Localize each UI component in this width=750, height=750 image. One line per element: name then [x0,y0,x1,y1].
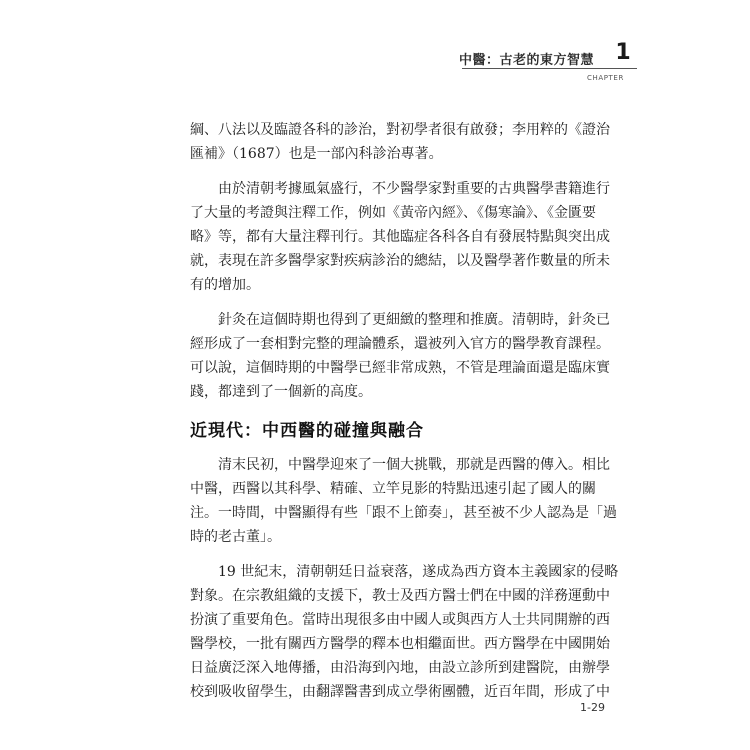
text-line: 針灸在這個時期也得到了更細緻的整理和推廣。清朝時，針灸已 [218,312,610,328]
text-line: 經形成了一套相對完整的理論體系，還被列入官方的醫學教育課程。 [190,336,610,352]
text-line: 由於清朝考據風氣盛行，不少醫學家對重要的古典醫學書籍進行 [218,181,610,197]
text-line: 扮演了重要角色。當時出現很多由中國人或與西方人士共同開辦的西 [190,612,610,628]
paragraph [190,453,617,549]
section-heading: 近現代：中西醫的碰撞與融合 [190,421,424,441]
text-line: 綱、八法以及臨證各科的診治，對初學者很有啟發；李用粹的《證治 [190,122,610,138]
text-line: 醫學校，一批有關西方醫學的釋本也相繼面世。西方醫學在中國開始 [190,636,610,652]
text-line: 日益廣泛深入地傳播，由沿海到內地，由設立診所到建醫院，由辦學 [190,660,610,676]
paragraph [190,308,610,404]
header-divider [462,68,637,69]
paragraph [190,560,619,704]
chapter-label: CHAPTER [587,74,624,82]
text-line: 可以說，這個時期的中醫學已經非常成熟，不管是理論面還是臨床實 [190,360,610,376]
page-number: 1-29 [580,701,605,714]
text-line: 清末民初，中醫學迎來了一個大挑戰，那就是西醫的傳入。相比 [218,457,610,473]
text-line: 了大量的考證與注釋工作，例如《黃帝內經》、《傷寒論》、《金匱要 [190,205,596,221]
text-line: 中醫，西醫以其科學、精確、立竿見影的特點迅速引起了國人的關 [190,481,596,497]
text-line: 踐，都達到了一個新的高度。 [190,384,372,400]
text-line: 注。一時間，中醫顯得有些「跟不上節奏」，甚至被不少人認為是「過 [190,505,617,521]
text-line: 有的增加。 [190,277,260,293]
text-line: 匯補》（1687）也是一部內科診治專著。 [190,146,443,162]
chapter-number: 1 [615,40,631,65]
text-line: 略》等，都有大量注釋刊行。其他臨症各科各自有發展特點與突出成 [190,229,610,245]
paragraph [190,118,610,166]
text-line: 19 世紀末，清朝朝廷日益衰落，遂成為西方資本主義國家的侵略 [218,564,619,580]
text-line: 時的老古董」。 [190,529,281,545]
text-line: 就，表現在許多醫學家對疾病診治的總結，以及醫學著作數量的所未 [190,253,610,269]
running-header-title: 中醫：古老的東方智慧 [458,53,594,68]
text-line: 校到吸收留學生，由翻譯醫書到成立學術團體，近百年間，形成了中 [190,684,610,700]
paragraph [190,177,610,297]
text-line: 對象。在宗教組織的支援下，教士及西方醫士們在中國的洋務運動中 [190,588,610,604]
